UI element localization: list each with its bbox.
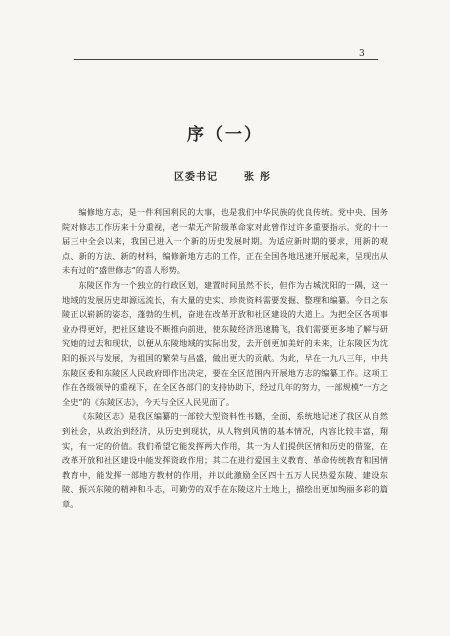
paragraph: 东陵区作为一个独立的行政区划，建置时间虽然不长，但作为古城沈阳的一隅，这一地域的发展历史却源远流长，有大量的史实、珍贵资料需要发掘、整理和编纂。今日之东陵正以崭新的姿态，蓬勃的生机，奋进在改革开放和社区建设的大道上。为把全区各项事业办得更好，把社区建设不断推向前进，使东陵经济迅速腾飞，我们需要更多地了解与研究她的过去和现状，以便从东陵地域的实际出发，去开创更加美好的未来，让东陵区为沈阳的振兴与发展，为祖国的繁荣与昌盛，做出更大的贡献。为此，早在一九八三年，中共东陵区委和东陵区人民政府即作出决定，要在全区范围内开展地方志的编纂工作。这项工作在各级领导的重视下，在全区各部门的支持协助下，经过几年的努力，一部规模“一方之全史”的《东陵区志》，今天与全区人民见面了。 — [62, 279, 388, 407]
paragraph: 编修地方志，是一件利国利民的大事，也是我们中华民族的优良传统。党中央、国务院对修志工作历来十分重视，老一辈无产阶级革命家对此曾作过许多重要指示。党的十一届三中全会以来，我国已进入一个新的历史发展时期。为适应新时期的要求，用新的观点、新的方法、新的材料，编修新地方志的工作，正在全国各地迅速开展起来，呈现出从未有过的“盛世修志”的喜人形势。 — [62, 207, 388, 276]
header-rule — [74, 59, 378, 60]
body-text — [62, 205, 388, 511]
page-title: 序（一） — [187, 125, 263, 145]
byline — [0, 168, 450, 183]
page-number: 3 — [359, 49, 366, 59]
author-name: 张彤 — [244, 172, 276, 183]
author-role: 区委书记 — [174, 172, 218, 183]
paragraph: 《东陵区志》是我区编纂的一部较大型资料性书籍，全面、系统地记述了我区从自然到社会，从政治到经济，从历史到现状，从人物到风情的基本情况，内容比较丰富，翔实，有一定的价值。我们希望它能发挥两大作用，其一为人们提供区情和历史的借鉴，在改革开放和社区建设中能发挥资政作用；其二在进行爱国主义教育、革命传统教育和国情教育中，能发挥一部地方教材的作用，并以此激励全区四十五万人民热爱东陵、建设东陵、振兴东陵的精神和斗志，可勤劳的双手在东陵这片土地上，描绘出更加绚丽多彩的篇章。 — [62, 411, 388, 509]
